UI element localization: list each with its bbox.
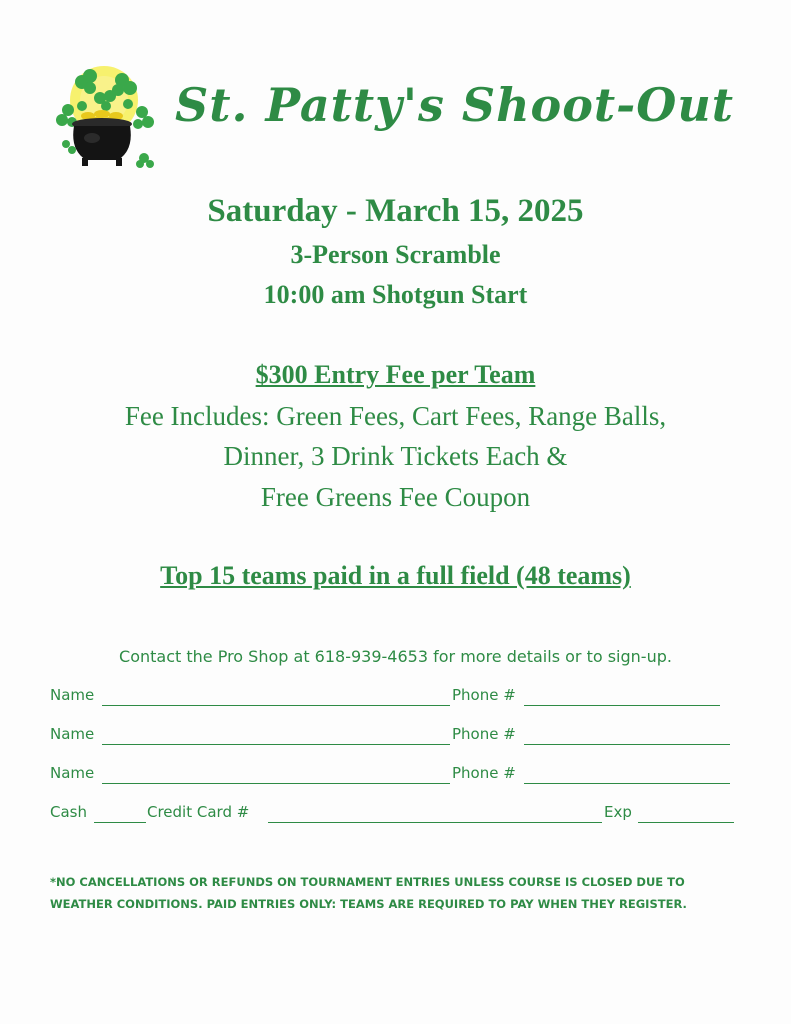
notice-line-2: WEATHER CONDITIONS. PAID ENTRIES ONLY: TEAMS ARE REQUIRED TO PAY WHEN THEY REGISTER.: [50, 897, 687, 911]
phone-label: Phone #: [452, 725, 516, 743]
event-date: Saturday - March 15, 2025: [207, 193, 584, 229]
credit-card-field[interactable]: [268, 822, 602, 823]
phone-label: Phone #: [452, 686, 516, 704]
exp-label: Exp: [604, 803, 632, 821]
phone-label: Phone #: [452, 764, 516, 782]
fee-includes-line-3: Free Greens Fee Coupon: [260, 482, 531, 512]
flyer-title: St. Patty's Shoot-Out: [175, 78, 735, 132]
entry-fee-heading: $300 Entry Fee per Team: [255, 360, 536, 389]
cash-field[interactable]: [94, 822, 146, 823]
payment-row: [50, 803, 740, 827]
contact-info: Contact the Pro Shop at 618-939-4653 for more details or to sign-up.: [119, 647, 672, 666]
name-field[interactable]: [102, 783, 450, 784]
notice-line-1: *NO CANCELLATIONS OR REFUNDS ON TOURNAMENT ENTRIES UNLESS COURSE IS CLOSED DUE TO: [50, 875, 685, 889]
cash-label: Cash: [50, 803, 87, 821]
credit-card-label: Credit Card #: [147, 803, 250, 821]
registration-row-3: [50, 764, 740, 788]
fee-includes-line-1: Fee Includes: Green Fees, Cart Fees, Range Balls,: [124, 401, 667, 431]
name-label: Name: [50, 725, 95, 743]
phone-field[interactable]: [524, 705, 720, 706]
phone-field[interactable]: [524, 783, 730, 784]
phone-field[interactable]: [524, 744, 730, 745]
name-label: Name: [50, 764, 95, 782]
pot-of-gold-shamrock-icon: [52, 62, 162, 172]
event-format: 3-Person Scramble: [290, 240, 501, 269]
exp-field[interactable]: [638, 822, 734, 823]
registration-row-1: [50, 686, 740, 710]
name-label: Name: [50, 686, 95, 704]
registration-row-2: [50, 725, 740, 749]
event-start-time: 10:00 am Shotgun Start: [263, 280, 528, 309]
payout-info: Top 15 teams paid in a full field (48 teams): [160, 561, 631, 590]
fee-includes-line-2: Dinner, 3 Drink Tickets Each &: [223, 441, 568, 471]
refund-policy-notice: [50, 871, 750, 915]
name-field[interactable]: [102, 705, 450, 706]
name-field[interactable]: [102, 744, 450, 745]
